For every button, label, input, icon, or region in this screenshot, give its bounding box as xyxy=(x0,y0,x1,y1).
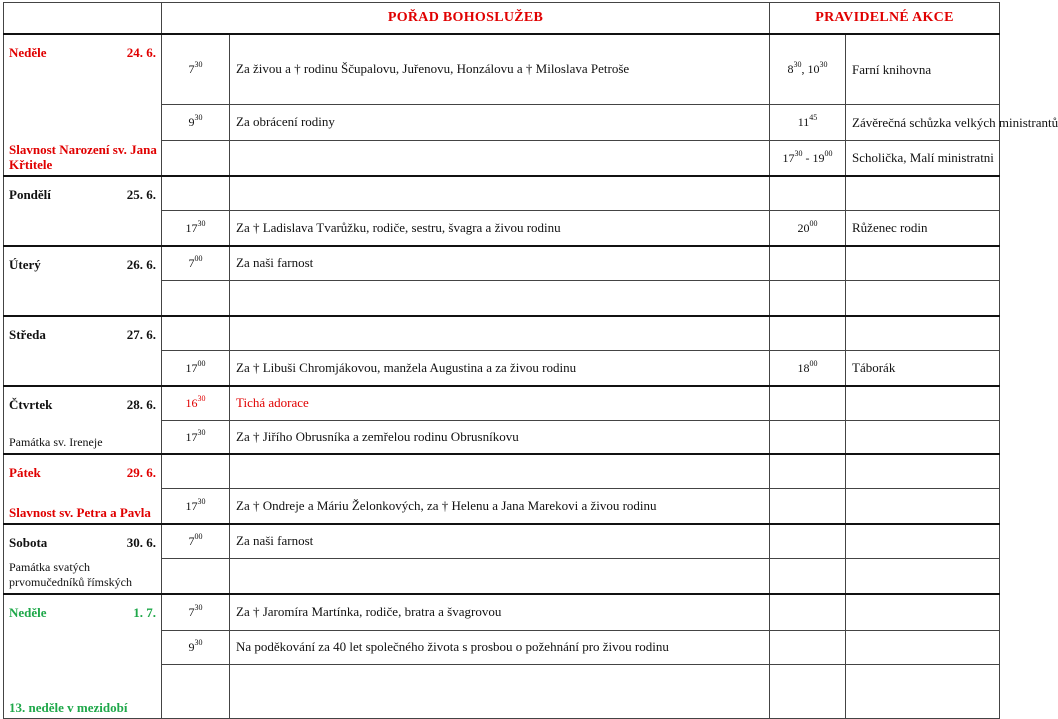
header-events: PRAVIDELNÉ AKCE xyxy=(770,3,1000,35)
time-hour: 10 xyxy=(807,62,820,77)
event-time xyxy=(770,210,846,246)
mass-intention xyxy=(230,280,770,316)
time-minutes: 00 xyxy=(824,148,833,158)
day-name: Čtvrtek xyxy=(9,397,53,412)
mass-time xyxy=(162,316,230,350)
event-name xyxy=(846,664,1000,718)
time-hour: 17 xyxy=(185,220,198,235)
mass-intention xyxy=(230,454,770,488)
day-header xyxy=(9,465,156,481)
time-minutes: 30 xyxy=(794,148,803,158)
day-date: 26. 6. xyxy=(126,257,156,272)
mass-intention: Za obrácení rodiny xyxy=(230,104,770,140)
day-date: 30. 6. xyxy=(126,535,156,550)
mass-time xyxy=(162,594,230,630)
mass-time xyxy=(162,280,230,316)
day-header xyxy=(9,397,156,413)
time-hour: 19 xyxy=(812,150,825,165)
event-time xyxy=(770,176,846,210)
mass-intention xyxy=(230,558,770,594)
time-minutes: 45 xyxy=(809,113,818,122)
mass-intention xyxy=(230,176,770,210)
mass-intention: Za † Ondreje a Máriu Želonkových, za † Helenu a Jana Marekovi a živou rodinu xyxy=(230,488,770,524)
mass-time xyxy=(162,524,230,558)
day-date: 24. 6. xyxy=(126,45,156,60)
time-minutes: 00 xyxy=(809,358,818,368)
day-date: 25. 6. xyxy=(126,187,156,202)
mass-time xyxy=(162,454,230,488)
time-hour: 17 xyxy=(185,498,198,513)
event-name xyxy=(846,280,1000,316)
event-name xyxy=(846,594,1000,630)
day-note: Památka svatých prvomučedníků římských xyxy=(9,560,132,589)
day-note: Památka sv. Ireneje xyxy=(9,435,103,449)
header-services: POŘAD BOHOSLUŽEB xyxy=(162,3,770,35)
time-hour: 20 xyxy=(797,220,810,235)
event-name: Růženec rodin xyxy=(846,210,1000,246)
day-cell xyxy=(4,176,162,246)
time-hour: 17 xyxy=(185,429,198,444)
event-name xyxy=(846,246,1000,280)
time-minutes: 00 xyxy=(197,358,206,368)
event-time xyxy=(770,630,846,664)
event-name: Závěrečná schůzka velkých ministrantů xyxy=(846,104,1000,140)
day-name: Neděle xyxy=(9,45,47,60)
event-name xyxy=(846,558,1000,594)
schedule-row xyxy=(4,176,1000,210)
mass-intention: Za † Libuši Chromjákovou, manžela Augustina a za živou rodinu xyxy=(230,350,770,386)
day-note: 13. neděle v mezidobí xyxy=(9,699,128,715)
event-time xyxy=(770,488,846,524)
day-note: Slavnost sv. Petra a Pavla xyxy=(9,505,151,520)
mass-time xyxy=(162,558,230,594)
day-name: Středa xyxy=(9,327,46,342)
header-blank-cell xyxy=(4,3,162,35)
schedule-row xyxy=(4,524,1000,558)
day-cell xyxy=(4,594,162,718)
time-hour: 17 xyxy=(782,150,795,165)
time-hour: 7 xyxy=(188,256,195,271)
event-time xyxy=(770,594,846,630)
schedule-row xyxy=(4,454,1000,488)
schedule-row xyxy=(4,386,1000,420)
time-separator: , xyxy=(801,62,808,77)
time-hour: 11 xyxy=(797,115,810,129)
mass-time xyxy=(162,350,230,386)
schedule-body xyxy=(4,34,1058,718)
schedule-row xyxy=(4,246,1000,280)
mass-intention: Za † Jaromíra Martínka, rodiče, bratra a švagrovou xyxy=(230,594,770,630)
event-time xyxy=(770,34,846,104)
mass-intention: Za naši farnost xyxy=(230,246,770,280)
day-header xyxy=(9,257,156,273)
time-minutes: 30 xyxy=(194,113,203,122)
event-name xyxy=(846,316,1000,350)
day-name: Sobota xyxy=(9,535,48,550)
event-name xyxy=(846,630,1000,664)
day-date: 28. 6. xyxy=(126,397,156,412)
day-date: 1. 7. xyxy=(133,605,156,620)
day-cell xyxy=(4,34,162,176)
day-cell xyxy=(4,316,162,386)
event-name xyxy=(846,454,1000,488)
event-time xyxy=(770,280,846,316)
event-time xyxy=(770,140,846,176)
time-hour: 18 xyxy=(797,360,810,375)
event-time xyxy=(770,454,846,488)
day-cell xyxy=(4,386,162,454)
event-name xyxy=(846,420,1000,454)
time-minutes: 30 xyxy=(194,60,203,70)
time-minutes: 30 xyxy=(197,218,206,228)
event-name xyxy=(846,386,1000,420)
event-name xyxy=(846,176,1000,210)
day-date: 27. 6. xyxy=(126,327,156,342)
day-date: 29. 6. xyxy=(126,465,156,480)
time-minutes: 30 xyxy=(194,603,203,613)
day-header xyxy=(9,327,156,343)
day-cell xyxy=(4,246,162,316)
day-header xyxy=(9,45,156,61)
event-name: Táborák xyxy=(846,350,1000,386)
time-minutes: 30 xyxy=(197,427,206,437)
mass-intention xyxy=(230,664,770,718)
event-name xyxy=(846,524,1000,558)
time-hour: 7 xyxy=(188,605,195,620)
mass-time xyxy=(162,104,230,140)
time-hour: 8 xyxy=(787,62,794,77)
event-time xyxy=(770,664,846,718)
schedule-row xyxy=(4,316,1000,350)
time-hour: 7 xyxy=(188,534,195,549)
event-time xyxy=(770,386,846,420)
header-row xyxy=(4,3,1000,35)
time-hour: 9 xyxy=(188,115,195,129)
day-header xyxy=(9,605,156,621)
time-hour: 9 xyxy=(188,640,195,654)
day-name: Neděle xyxy=(9,605,47,620)
event-time xyxy=(770,350,846,386)
event-name: Scholička, Malí ministratni xyxy=(846,140,1000,176)
mass-intention: Na poděkování za 40 let společného života s prosbou o požehnání pro živou rodinu xyxy=(230,630,770,664)
day-name: Pondělí xyxy=(9,187,51,202)
day-cell xyxy=(4,454,162,524)
event-time xyxy=(770,558,846,594)
mass-time xyxy=(162,420,230,454)
event-time xyxy=(770,246,846,280)
event-name xyxy=(846,488,1000,524)
time-minutes: 30 xyxy=(197,394,206,404)
time-minutes: 30 xyxy=(197,496,206,506)
mass-time xyxy=(162,140,230,176)
mass-time xyxy=(162,210,230,246)
schedule-row xyxy=(4,34,1000,104)
day-header xyxy=(9,187,156,203)
event-time xyxy=(770,104,846,140)
bohosluzby-table xyxy=(3,2,1058,719)
time-minutes: 00 xyxy=(194,532,203,542)
time-hour: 7 xyxy=(188,62,195,77)
mass-intention: Za † Ladislava Tvarůžku, rodiče, sestru, švagra a živou rodinu xyxy=(230,210,770,246)
mass-time xyxy=(162,386,230,420)
time-hour: 17 xyxy=(185,360,198,375)
event-name: Farní knihovna xyxy=(846,34,1000,104)
mass-intention xyxy=(230,316,770,350)
time-separator: - xyxy=(802,150,813,165)
time-minutes: 30 xyxy=(793,60,802,70)
mass-intention: Za † Jiřího Obrusníka a zemřelou rodinu Obrusníkovu xyxy=(230,420,770,454)
mass-intention: Za naši farnost xyxy=(230,524,770,558)
time-minutes: 00 xyxy=(809,218,818,228)
time-minutes: 30 xyxy=(194,638,203,647)
mass-intention xyxy=(230,140,770,176)
event-time xyxy=(770,420,846,454)
event-time xyxy=(770,316,846,350)
mass-time xyxy=(162,176,230,210)
mass-intention: Tichá adorace xyxy=(230,386,770,420)
time-minutes: 00 xyxy=(194,254,203,264)
day-header xyxy=(9,535,156,551)
event-time xyxy=(770,524,846,558)
mass-time xyxy=(162,34,230,104)
day-cell xyxy=(4,524,162,594)
mass-time xyxy=(162,630,230,664)
day-note: Slavnost Narození sv. Jana Křtitele xyxy=(9,142,157,172)
mass-time xyxy=(162,246,230,280)
mass-time xyxy=(162,488,230,524)
day-name: Úterý xyxy=(9,257,41,272)
schedule-row xyxy=(4,594,1000,630)
mass-intention: Za živou a † rodinu Ščupalovu, Juřenovu, Honzálovu a † Miloslava Petroše xyxy=(230,34,770,104)
mass-time xyxy=(162,664,230,718)
time-hour: 16 xyxy=(185,396,198,411)
day-name: Pátek xyxy=(9,465,41,480)
time-minutes: 30 xyxy=(819,60,828,70)
